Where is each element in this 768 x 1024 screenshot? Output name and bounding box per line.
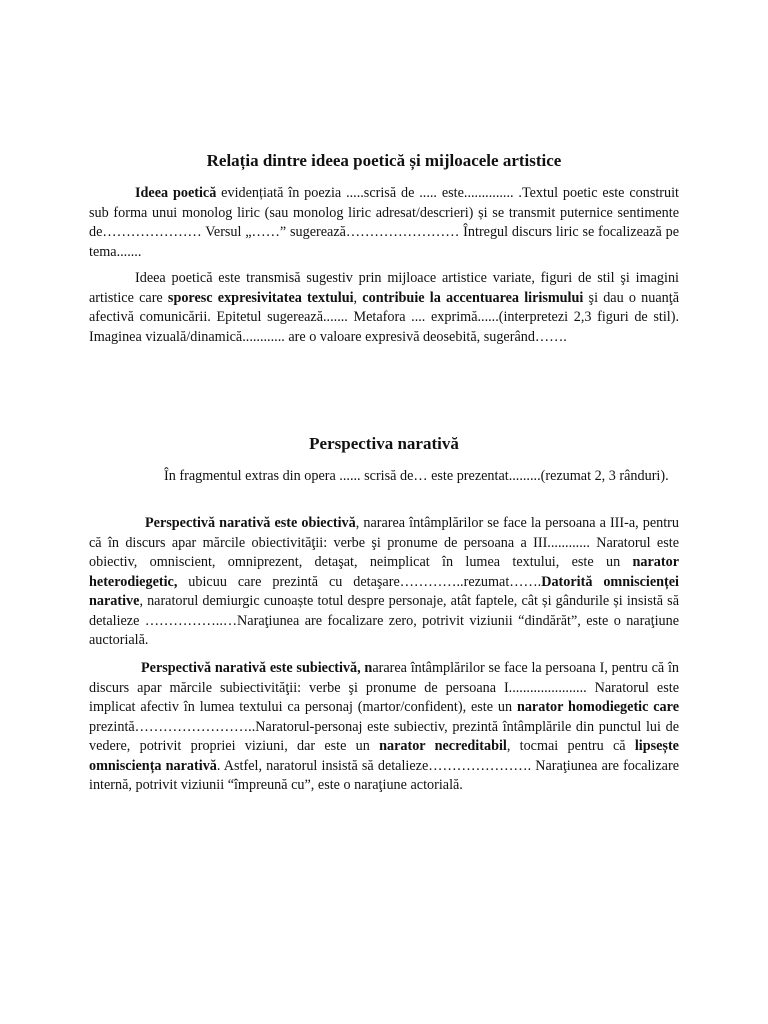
text-run: prezintă……………………..Naratorul-personaj este subiectiv, prezintă întâmplările din punctul lui de vedere, potrivit propriei viziuni, dar este un xyxy=(89,718,679,754)
text-run: În fragmentul extras din opera ...... scrisă de… este prezentat.........(rezumat 2, 3 rânduri). xyxy=(164,468,669,484)
bold-text-run: Ideea poetică xyxy=(135,185,217,201)
paragraph-fragment-summary xyxy=(89,467,679,487)
text-run: , tocmai pentru că xyxy=(506,738,635,754)
bold-text-run: contribuie la accentuarea lirismului xyxy=(362,289,584,306)
paragraph-objective-perspective xyxy=(89,514,679,651)
paragraph-subjective-perspective xyxy=(89,659,679,796)
bold-text-run: sporesc expresivitatea textului xyxy=(167,289,354,306)
bold-text-run: Perspectivă narativă este subiectivă, n xyxy=(141,660,373,676)
bold-text-run: Datorită omniscienței narative xyxy=(89,573,679,609)
text-run: , xyxy=(353,289,363,306)
text-run: ubicuu care prezintă cu detaşare…………..rezumat……. xyxy=(177,573,542,590)
text-run: ararea întâmplărilor se face la persoana I, pentru că în discurs apar mărcile subiectivităţii: verbe şi pronume de persoana I...................... Naratorul este implicat afectiv în lumea textului ca personaj (martor/confident), este un xyxy=(89,660,679,715)
paragraph-poetic-idea xyxy=(89,184,679,262)
text-run: Ideea poetică este transmisă sugestiv prin mijloace artistice variate, figuri de stil şi imagini artistice care xyxy=(89,270,679,306)
text-run: , naratorul demiurgic cunoaște totul despre personaje, atât faptele, cât și gândurile și insistă să detalieze ……………..…Naraţiunea are focalizare zero, potrivit viziunii “dindărăt”, este o naraţiune auctorială. xyxy=(89,593,679,648)
bold-text-run: lipsește omnisciența narativă xyxy=(89,738,679,774)
bold-text-run: Perspectivă narativă este obiectivă xyxy=(145,515,356,531)
text-run: , nararea întâmplărilor se face la persoana a III-a, pentru că în discurs apar mărcile obiectivităţii: verbe şi pronume de persoana a III............ Naratorul este obiectiv, omniscient, omniprezent, detaşat, neimplicat în lumea textului, este un xyxy=(89,515,679,570)
paragraph-artistic-means xyxy=(89,269,679,347)
section-title-narrative-perspective: Perspectiva narativă xyxy=(309,434,459,453)
text-run: şi dau o nuanţă afectivă comunicării. Epitetul sugerează....... Metafora .... exprimă......(interpretezi 2,3 figuri de stil). Imaginea vizuală/dinamică............ are o valoare expresivă deosebită, sugerând……. xyxy=(89,289,679,345)
bold-text-run: narator heterodiegetic, xyxy=(89,554,679,590)
text-run: evidențiată în poezia .....scrisă de ..... este.............. .Textul poetic este construit sub forma unui monolog liric (sau monolog liric adresat/descrieri) și se transmit puternice sentimente de………………… Versul „……” sugerează…………………… Întregul discurs liric se focalizează pe tema....... xyxy=(89,185,679,260)
section-title-poetic-idea: Relația dintre ideea poetică și mijloacele artistice xyxy=(206,151,562,170)
bold-text-run: narator necreditabil xyxy=(379,738,507,754)
text-run: . Astfel, naratorul insistă să detalieze…………………. Naraţiunea are focalizare internă, potrivit viziunii “împreună cu”, este o naraţiune actorială. xyxy=(89,757,679,793)
bold-text-run: narator homodiegetic care xyxy=(516,699,679,715)
